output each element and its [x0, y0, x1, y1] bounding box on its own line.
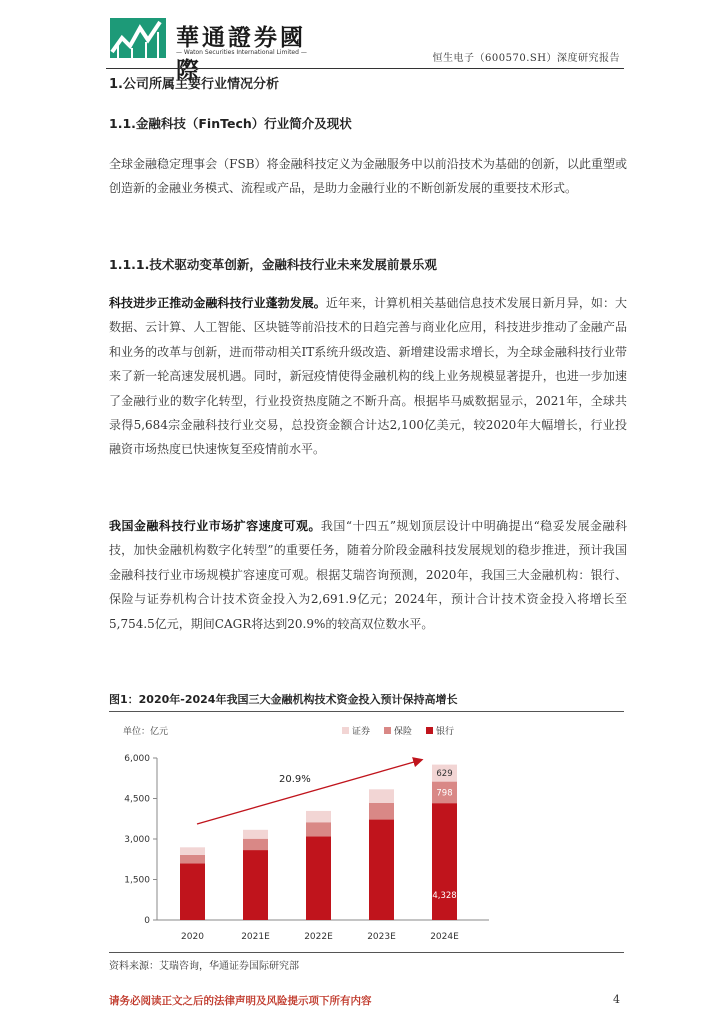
y-tick-label: 4,500: [124, 794, 150, 805]
figure-bottom-rule: [109, 952, 624, 953]
bar-银行-2023E: [369, 820, 394, 920]
x-tick-label: 2020: [181, 932, 204, 942]
company-logo: [110, 18, 320, 84]
paragraph-lead: 我国金融科技行业市场扩容速度可观。: [109, 519, 321, 533]
report-name: 恒生电子（600570.SH）深度研究报告: [432, 53, 620, 64]
y-tick-label: 3,000: [124, 835, 150, 845]
paragraph-fsb-definition: 全球金融稳定理事会（FSB）将金融科技定义为金融服务中以前沿技术为基础的创新，以此重塑或创造新的金融业务模式、流程或产品，是助力金融行业的不断创新发展的重要技术形式。: [109, 157, 627, 196]
section-heading-1-1: 1.1.金融科技（FinTech）行业简介及现状: [109, 116, 352, 131]
company-logo-icon: [110, 18, 166, 58]
page-number: 4: [613, 993, 620, 1006]
chart-svg: [109, 712, 624, 950]
bar-银行-2021E: [243, 850, 268, 920]
bar-证券-2020: [180, 847, 205, 855]
paragraph-body: 我国“十四五”规划顶层设计中明确提出“稳妥发展金融科技，加快金融机构数字化转型”的重要任务，随着分阶段金融科技发展规划的稳步推进，预计我国金融科技行业市场规模扩容速度可观。根据艾瑞咨询预测，2020年，我国三大金融机构：银行、保险与证券机构合计技术资金投入为2,691.9亿元；2024年，预计合计技术资金投入将增长至5,754.5亿元，期间CAGR将达到20.9%的较高双位数水平。: [109, 519, 627, 631]
legend-label-银行: 银行: [436, 727, 455, 737]
x-tick-label: 2022E: [304, 932, 333, 942]
bar-保险-2023E: [369, 803, 394, 820]
y-tick-label: 1,500: [124, 875, 150, 886]
bar-证券-2022E: [306, 811, 331, 822]
paragraph-tech-progress: [109, 291, 627, 462]
header-divider: [106, 68, 624, 69]
paragraph-body: 近年来，计算机相关基础信息技术发展日新月异，如：大数据、云计算、人工智能、区块链等前沿技术的日趋完善与商业化应用，科技进步推动了金融产品和业务的改革与创新，进而带动相关IT系统升级改造、新增建设需求增长，为全球金融科技行业带来了新一轮高速发展机遇。同时，新冠疫情使得金融机构的线上业务规模显著提升，也进一步加速了金融行业的数字化转型，行业投资热度随之不断升高。根据毕马威数据显示，2021年，全球共录得5,684宗金融科技行业交易，总投资金额合计达2,100亿美元，较2020年大幅增长，行业投融资市场热度已快速恢复至疫情前水平。: [109, 296, 627, 457]
bar-银行-2022E: [306, 836, 331, 920]
chart-legend: [342, 725, 454, 737]
cagr-label: 20.9%: [279, 774, 311, 785]
bar-银行-2020: [180, 863, 205, 920]
bar-证券-2021E: [243, 830, 268, 839]
y-tick-label: 0: [144, 916, 150, 926]
chart-unit-label: 单位：亿元: [123, 727, 169, 737]
section-heading-1: 1.公司所属主要行业情况分析: [109, 77, 279, 92]
bar-证券-2023E: [369, 789, 394, 803]
legend-swatch-证券: [342, 727, 349, 734]
legend-swatch-银行: [426, 727, 433, 734]
chart: [109, 712, 624, 954]
paragraph-lead: 科技进步正推动金融科技行业蓬勃发展。: [109, 296, 326, 310]
x-tick-label: 2024E: [430, 932, 459, 942]
legal-disclaimer-note: 请务必阅读正文之后的法律声明及风险提示项下所有内容: [109, 995, 372, 1007]
section-heading-1-1-1: 1.1.1.技术驱动变革创新，金融科技行业未来发展前景乐观: [109, 257, 437, 272]
figure-source: 资料来源：艾瑞咨询，华通证券国际研究部: [109, 961, 299, 972]
data-label-银行: 4,328: [432, 891, 457, 901]
legend-label-证券: 证券: [352, 727, 371, 737]
legend-swatch-保险: [384, 727, 391, 734]
figure-title: 图1：2020年-2024年我国三大金融机构技术资金投入预计保持高增长: [109, 693, 458, 706]
bar-保险-2021E: [243, 839, 268, 850]
data-label-保险: 798: [436, 788, 453, 799]
company-name-cn: 華通證券國際: [176, 24, 306, 84]
data-label-证券: 629: [436, 769, 453, 780]
company-name-en: — Waton Securities International Limited —: [176, 49, 307, 56]
paragraph-market-expansion: [109, 514, 627, 636]
legend-label-保险: 保险: [394, 727, 413, 737]
x-tick-label: 2021E: [241, 932, 270, 942]
y-tick-label: 6,000: [124, 754, 150, 764]
bar-银行-2024E: [432, 803, 457, 920]
x-tick-label: 2023E: [367, 932, 396, 942]
bar-保险-2022E: [306, 822, 331, 836]
bar-保险-2020: [180, 855, 205, 863]
